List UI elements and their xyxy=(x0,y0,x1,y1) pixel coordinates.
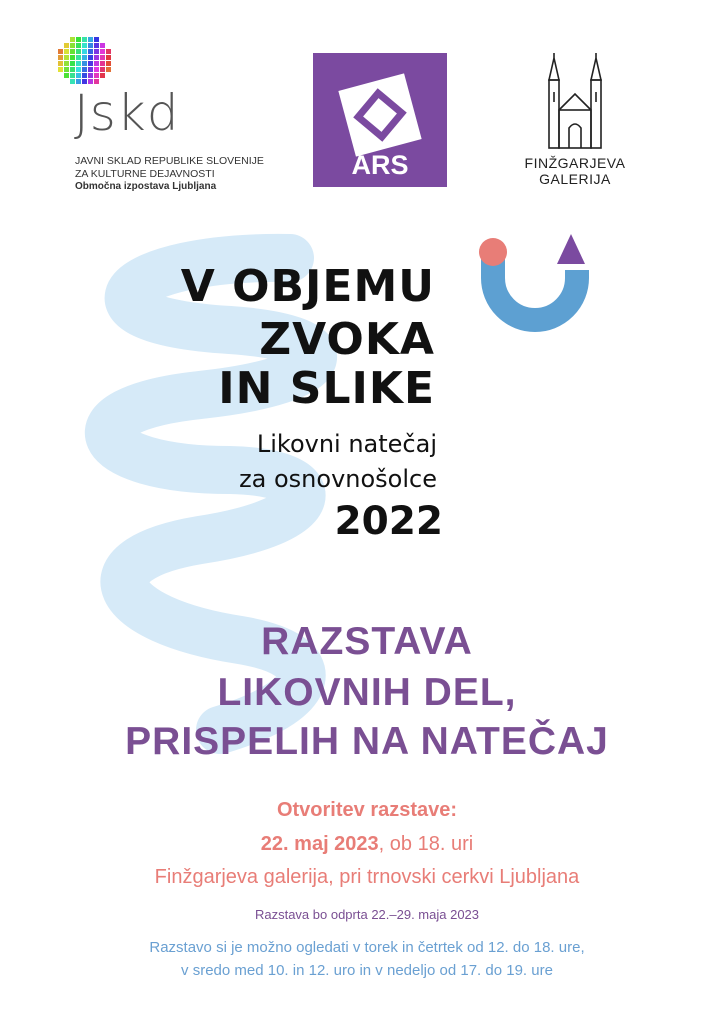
jskd-mosaic-logo xyxy=(58,37,114,89)
exhibition-heading-line-1: RAZSTAVA xyxy=(261,620,473,663)
jskd-name-line xyxy=(75,155,264,181)
fin-line-2: GALERIJA xyxy=(539,171,611,187)
fin-line-1: FINŽGARJEVA xyxy=(524,155,626,171)
contest-title-line-2: ZVOKA xyxy=(259,314,435,365)
opening-label: Otvoritev razstave: xyxy=(276,799,458,821)
exhibition-heading-line-3: PRISPELIH NA NATEČAJ xyxy=(125,720,609,763)
finzgarjeva-galerija-label xyxy=(510,155,640,187)
church-icon xyxy=(540,52,610,152)
opening-time: , ob 18. uri xyxy=(378,833,474,855)
jskd-line-2: ZA KULTURNE DEJAVNOSTI xyxy=(75,168,215,180)
contest-subtitle-line-1: Likovni natečaj xyxy=(256,430,437,458)
ars-label: ARS xyxy=(351,150,409,180)
contest-title-line-3: IN SLIKE xyxy=(218,363,435,414)
contest-title-line-1: V OBJEMU xyxy=(180,261,435,312)
jskd-office-line: Območna izpostava Ljubljana xyxy=(75,181,217,192)
opening-hours-line-1: Razstavo si je možno ogledati v torek in četrtek od 12. do 18. ure, xyxy=(149,939,585,956)
contest-subtitle-line-2: za osnovnošolce xyxy=(239,465,437,493)
exhibition-heading-line-2: LIKOVNIH DEL, xyxy=(217,671,517,714)
opening-hours-line-2: v sredo med 10. in 12. uro in v nedeljo od 17. do 19. ure xyxy=(181,962,553,979)
jskd-line-1: JAVNI SKLAD REPUBLIKE SLOVENIJE xyxy=(75,155,264,167)
contest-emblem-icon xyxy=(470,230,600,335)
jskd-wordmark: Jskd xyxy=(74,84,180,142)
contest-year: 2022 xyxy=(334,499,443,544)
opening-datetime xyxy=(0,834,724,854)
open-period: Razstava bo odprta 22.–29. maja 2023 xyxy=(254,907,480,922)
opening-date: 22. maj 2023 xyxy=(260,833,379,855)
venue: Finžgarjeva galerija, pri trnovski cerkvi Ljubljana xyxy=(154,866,580,888)
